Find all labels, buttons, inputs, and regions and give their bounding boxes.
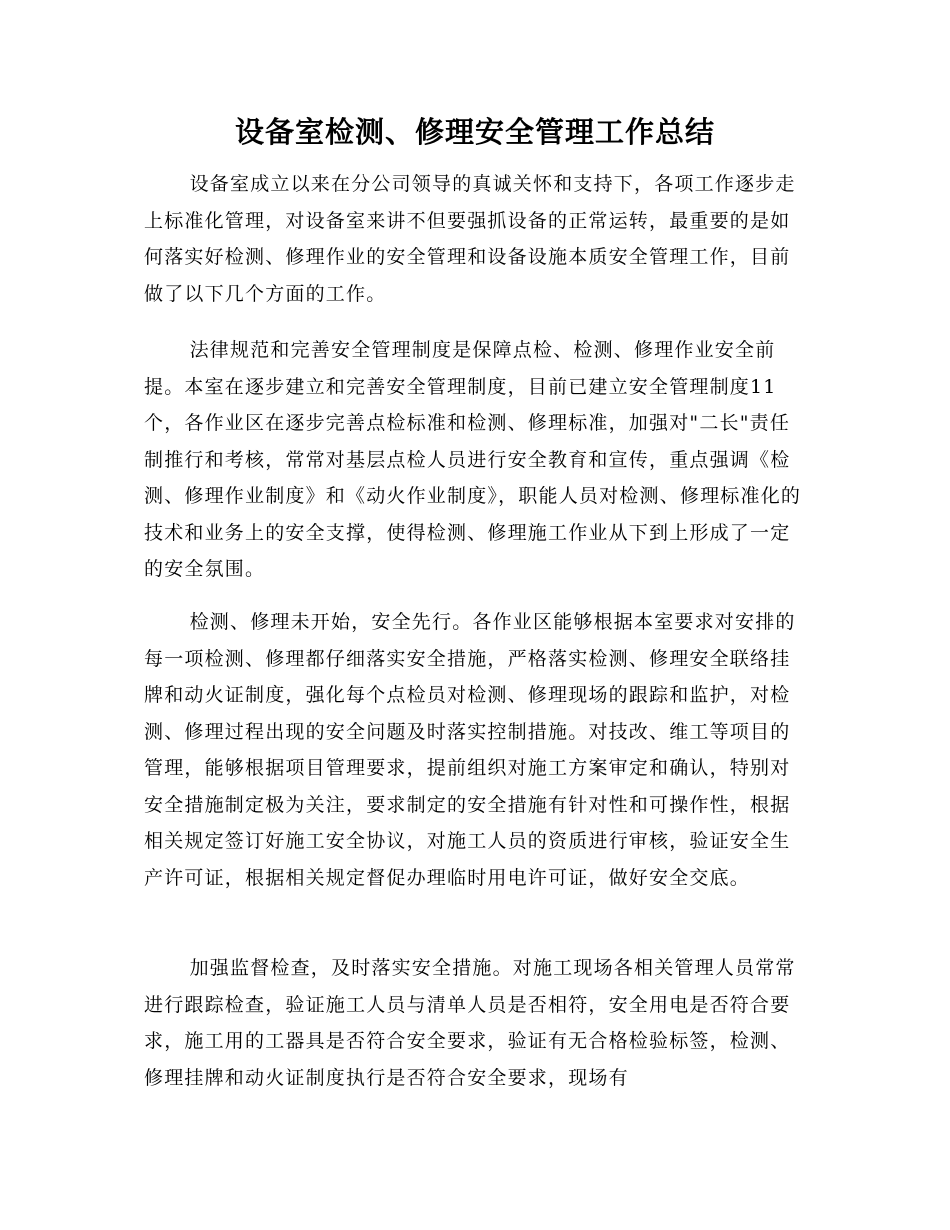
paragraph-intro: 设备室成立以来在分公司领导的真诚关怀和支持下，各项工作逐步走上标准化管理，对设备室来讲不但要强抓设备的正常运转，最重要的是如何落实好检测、修理作业的安全管理和设备设施本质安全管理工作，目前做了以下几个方面的工作。 [144,173,796,305]
paragraph-regulations: 法律规范和完善安全管理制度是保障点检、检测、修理作业安全前提。本室在逐步建立和完善安全管理制度，目前已建立安全管理制度11个，各作业区在逐步完善点检标准和检测、修理标准，加强对"二长"责任制推行和考核，常常对基层点检人员进行安全教育和宣传，重点强调《检测、修理作业制度》和《动火作业制度》，职能人员对检测、修理标准化的技术和业务上的安全支撑，使得检测、修理施工作业从下到上形成了一定的安全氛围。 [144,339,802,580]
paragraph-safety-first: 检测、修理未开始，安全先行。各作业区能够根据本室要求对安排的每一项检测、修理都仔细落实安全措施，严格落实检测、修理安全联络挂牌和动火证制度，强化每个点检员对检测、修理现场的跟踪和监护，对检测、修理过程出现的安全问题及时落实控制措施。对技改、维工等项目的管理，能够根据项目管理要求，提前组织对施工方案审定和确认，特别对安全措施制定极为关注，要求制定的安全措施有针对性和可操作性，根据相关规定签订好施工安全协议，对施工人员的资质进行审核，验证安全生产许可证，根据相关规定督促办理临时用电许可证，做好安全交底。 [144,611,796,889]
document-title: 设备室检测、修理安全管理工作总结 [234,115,715,149]
paragraph-supervision: 加强监督检查，及时落实安全措施。对施工现场各相关管理人员常常进行跟踪检查，验证施工人员与清单人员是否相符，安全用电是否符合要求，施工用的工器具是否符合安全要求，验证有无合格检验标签，检测、修理挂牌和动火证制度执行是否符合安全要求，现场有 [144,957,796,1089]
